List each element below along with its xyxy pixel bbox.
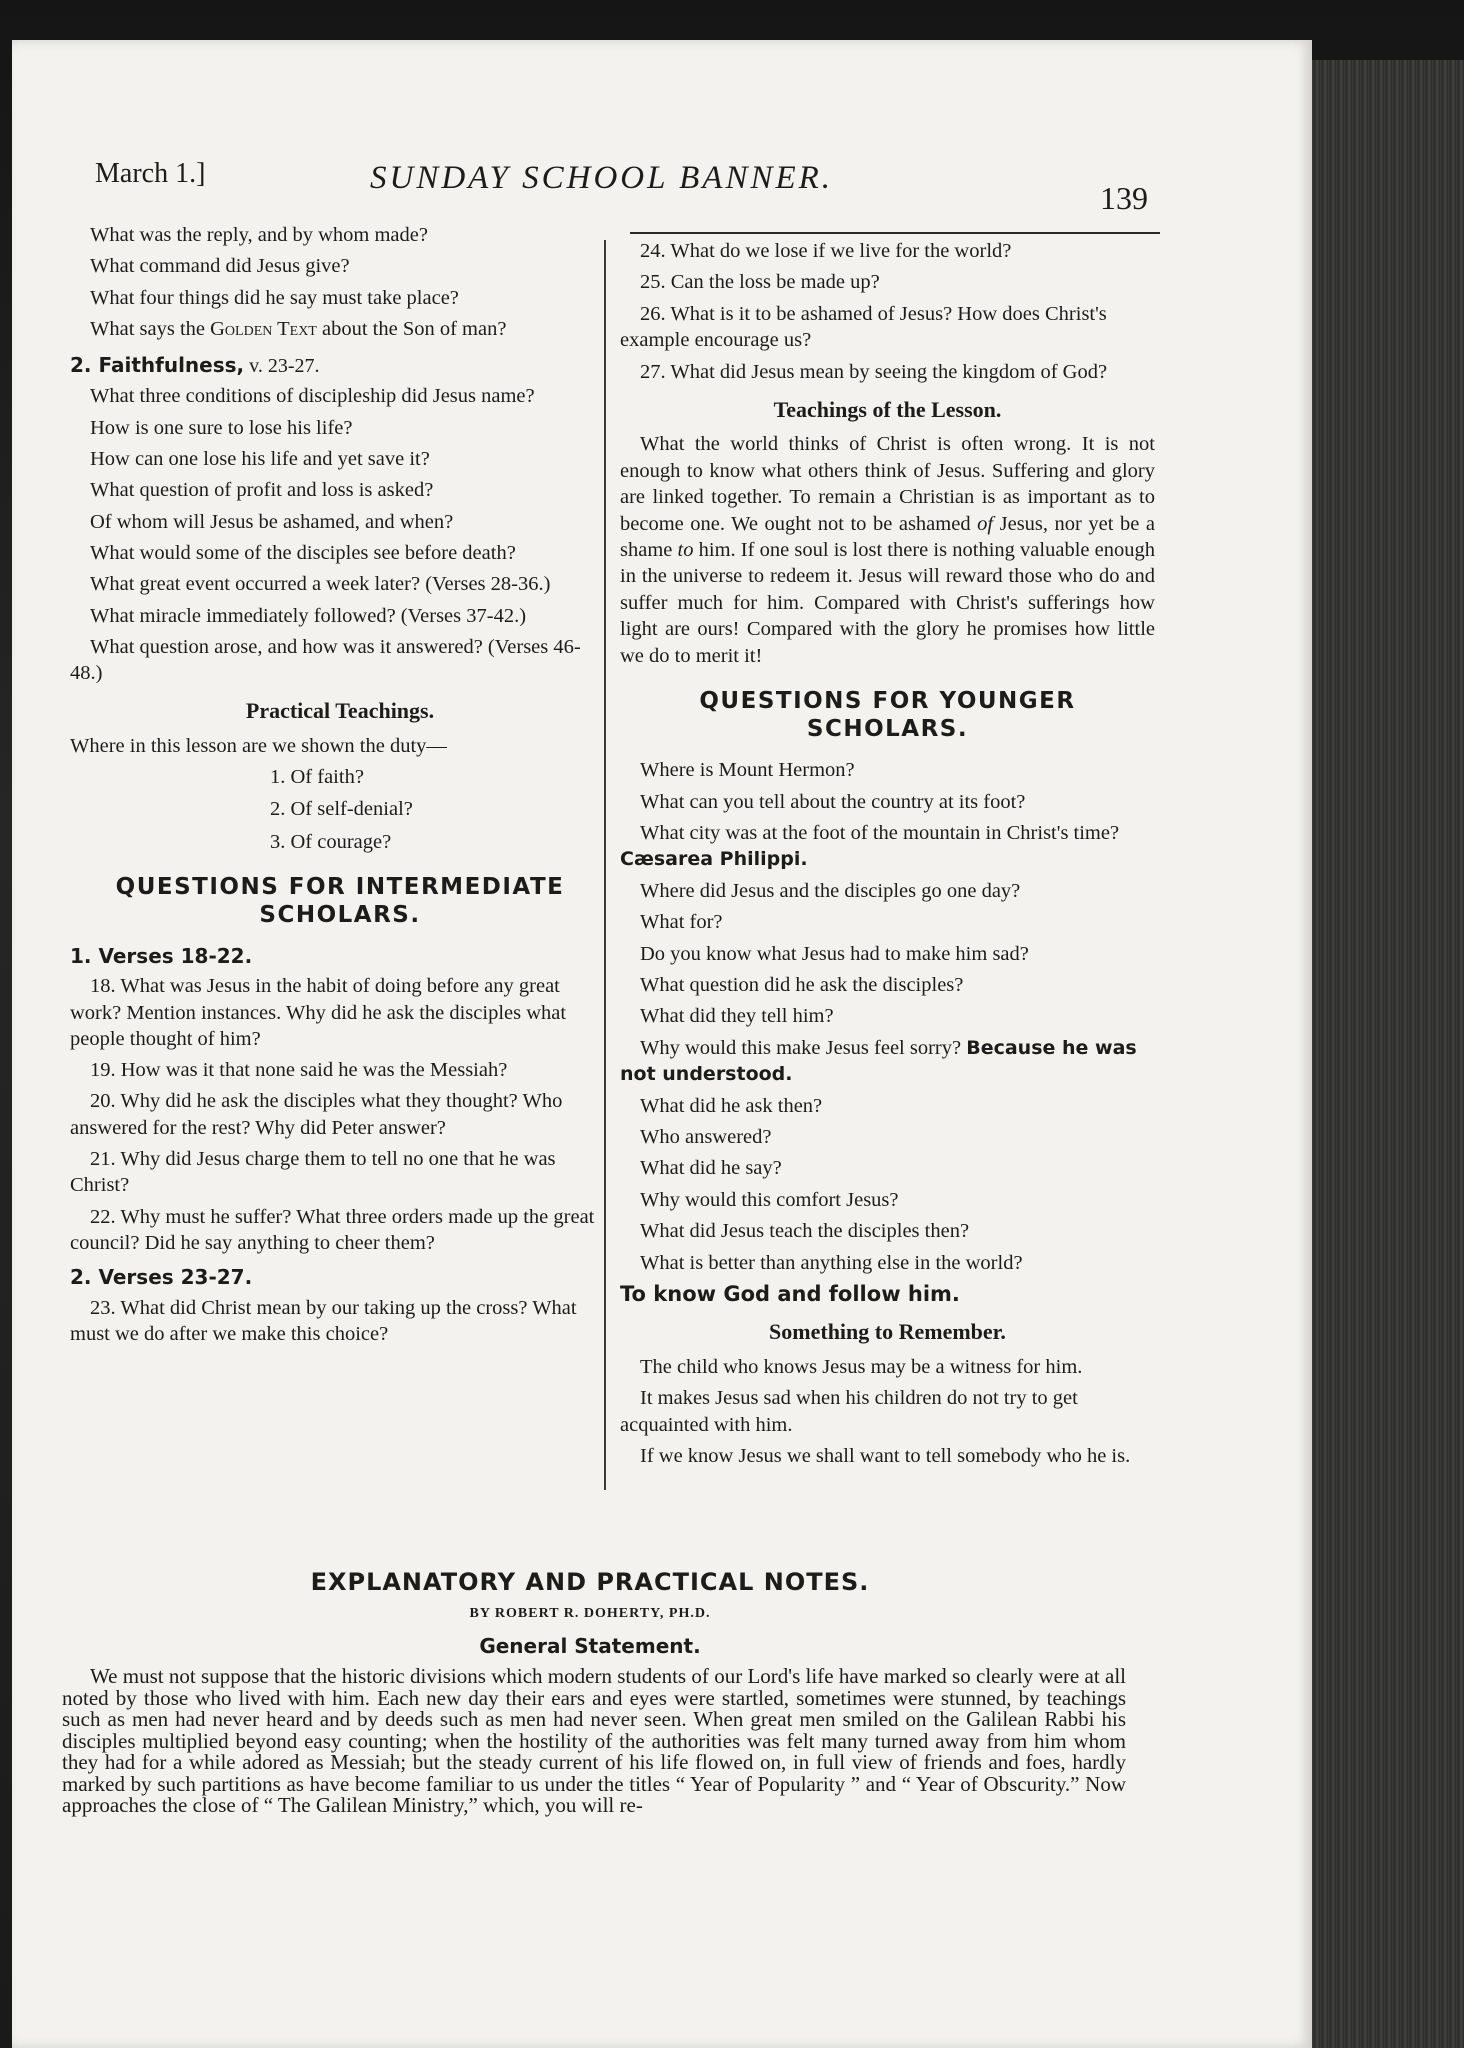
practical-teachings-heading: Practical Teachings. (245, 698, 435, 724)
question: 20. Why did he ask the disciples what they thought? Who answered for the rest? Why did Peter answer? (70, 1090, 563, 1139)
question: What four things did he say must take place? (90, 286, 459, 309)
question: What great event occurred a week later? (Verses 28-36.) (90, 573, 551, 596)
question-text: What city was at the foot of the mountain in Christ's time? (640, 821, 1120, 844)
question: 18. What was Jesus in the habit of doing before any great work? Mention instances. Why did he ask the disciples what people thought of him? (70, 975, 567, 1050)
question: What did Jesus teach the disciples then? (640, 1220, 970, 1243)
golden-text-label: Golden Text (210, 317, 317, 340)
question: What question arose, and how was it answered? (Verses 46-48.) (70, 635, 581, 685)
question: 25. Can the loss be made up? (640, 271, 880, 294)
question: 19. How was it that none said he was the Messiah? (90, 1059, 508, 1082)
remember-item: If we know Jesus we shall want to tell somebody who he is. (640, 1445, 1131, 1468)
general-statement-body: We must not suppose that the historic divisions which modern students of our Lord's life have marked so clearly were at all noted by those who lived with him. Each new day their ears and eyes were startled, sometimes were stunned, by teachings such as men had never heard and by deeds such as men had never seen. When great men smiled on the Galilean Rabbi his disciples multiplied beyond easy counting; when the hostility of the authorities was felt many turned away from him whom they had for a while adored as Messiah; but the steady current of his life flowed on, in full view of friends and foes, hardly marked by such partitions as have become familiar to us under the titles “ Year of Popularity ” and “ Year of Obscurity.” Now approaches the close of “ The Galilean Ministry,” which, you will re- (62, 1664, 1126, 1817)
paragraph-text: What the world thinks of Christ is often wrong. It is not enough to know what others think of Jesus. Suffering and glory are linked together. To remain a Christian is as important as to become one. We ought not to be ashamed (620, 433, 1155, 535)
left-column (70, 222, 610, 1352)
question: What three conditions of discipleship did Jesus name? (90, 385, 535, 408)
section-title: Faithfulness, (98, 353, 245, 378)
question: Where is Mount Hermon? (640, 759, 855, 782)
paragraph-text: Jesus, nor yet be a shame (620, 512, 1155, 562)
question-with-answer (620, 820, 1155, 873)
question: Who answered? (640, 1125, 772, 1148)
question: How can one lose his life and yet save it? (90, 448, 430, 471)
remember-item: It makes Jesus sad when his children do not try to get acquainted with him. (620, 1387, 1078, 1436)
intermediate-heading: QUESTIONS FOR INTERMEDIATE SCHOLARS. (115, 873, 565, 928)
answer-text: To know God and follow him. (620, 1282, 960, 1306)
question: What can you tell about the country at its foot? (640, 790, 1026, 813)
book-binding-edge (1312, 60, 1464, 2048)
notes-byline: BY ROBERT R. DOHERTY, PH.D. (469, 1606, 711, 1621)
right-column (620, 238, 1155, 1474)
remember-item: The child who knows Jesus may be a witness for him. (640, 1355, 1083, 1378)
general-statement-heading: General Statement. (479, 1634, 701, 1658)
verses-heading: 2. Verses 23-27. (70, 1265, 253, 1290)
question: Do you know what Jesus had to make him sad? (640, 942, 1029, 965)
section-heading (70, 352, 610, 379)
question-text: What says the (90, 317, 211, 340)
question: 21. Why did Jesus charge them to tell no one that he was Christ? (70, 1148, 556, 1197)
verses-heading: 1. Verses 18-22. (70, 943, 253, 968)
header-rule (630, 232, 1160, 234)
remember-heading: Something to Remember. (769, 1319, 1006, 1345)
question: What is better than anything else in the world? (640, 1251, 1023, 1274)
question-text: Why would this make Jesus feel sorry? (640, 1036, 962, 1059)
question: What would some of the disciples see before death? (90, 541, 516, 564)
list-item: 2. Of self-denial? (270, 798, 413, 821)
list-item: 3. Of courage? (270, 830, 392, 853)
issue-date: March 1.] (95, 158, 206, 189)
question: Why would this comfort Jesus? (640, 1188, 899, 1211)
question: What did they tell him? (640, 1005, 834, 1028)
answer-text: Because he was not understood. (620, 1036, 1137, 1086)
question: 23. What did Christ mean by our taking up the cross? What must we do after we make this choice? (70, 1296, 577, 1345)
question: What question did he ask the disciples? (640, 973, 964, 996)
paragraph-text: him. If one soul is lost there is nothing valuable enough in the universe to redeem it. Jesus will reward those who do and suffer much for him. Compared with Christ's sufferings how light are ours! Compared with the glory he promises how little we do to merit it! (620, 539, 1155, 667)
italic-word: of (977, 512, 994, 535)
italic-word: to (677, 539, 694, 562)
question: Of whom will Jesus be ashamed, and when? (90, 510, 454, 533)
page-number: 139 (1100, 180, 1148, 216)
golden-text-question (70, 316, 610, 342)
duty-list (270, 764, 610, 855)
question-with-answer (620, 1035, 1155, 1088)
list-item: 1. Of faith? (270, 766, 364, 789)
question: Where did Jesus and the disciples go one day? (640, 879, 1021, 902)
question: What did he say? (640, 1157, 782, 1180)
teachings-paragraph (620, 431, 1155, 669)
question: What miracle immediately followed? (Verses 37-42.) (90, 604, 527, 627)
answer-text: Cæsarea Philippi. (620, 848, 808, 871)
section-reference: v. 23-27. (244, 355, 320, 378)
question: How is one sure to lose his life? (90, 416, 353, 439)
question: What did he ask then? (640, 1094, 823, 1117)
question: 24. What do we lose if we live for the world? (640, 240, 1012, 262)
question: 22. Why must he suffer? What three orders made up the great council? Did he say anything to cheer them? (70, 1205, 595, 1254)
younger-heading: QUESTIONS FOR YOUNGER SCHOLARS. (699, 688, 1076, 743)
question: What question of profit and loss is asked? (90, 479, 434, 502)
question: 27. What did Jesus mean by seeing the kingdom of God? (640, 360, 1108, 383)
question: What was the reply, and by whom made? (90, 224, 428, 246)
section-number: 2. (70, 353, 92, 378)
question: What for? (640, 911, 723, 934)
question-text: about the Son of man? (316, 317, 507, 340)
teachings-heading: Teachings of the Lesson. (773, 397, 1002, 423)
publication-title: SUNDAY SCHOOL BANNER. (370, 160, 834, 196)
question: What command did Jesus give? (90, 255, 350, 278)
notes-heading: EXPLANATORY AND PRACTICAL NOTES. (310, 1568, 870, 1596)
question: 26. What is it to be ashamed of Jesus? How does Christ's example encourage us? (620, 302, 1107, 352)
practical-intro: Where in this lesson are we shown the duty— (70, 734, 447, 757)
